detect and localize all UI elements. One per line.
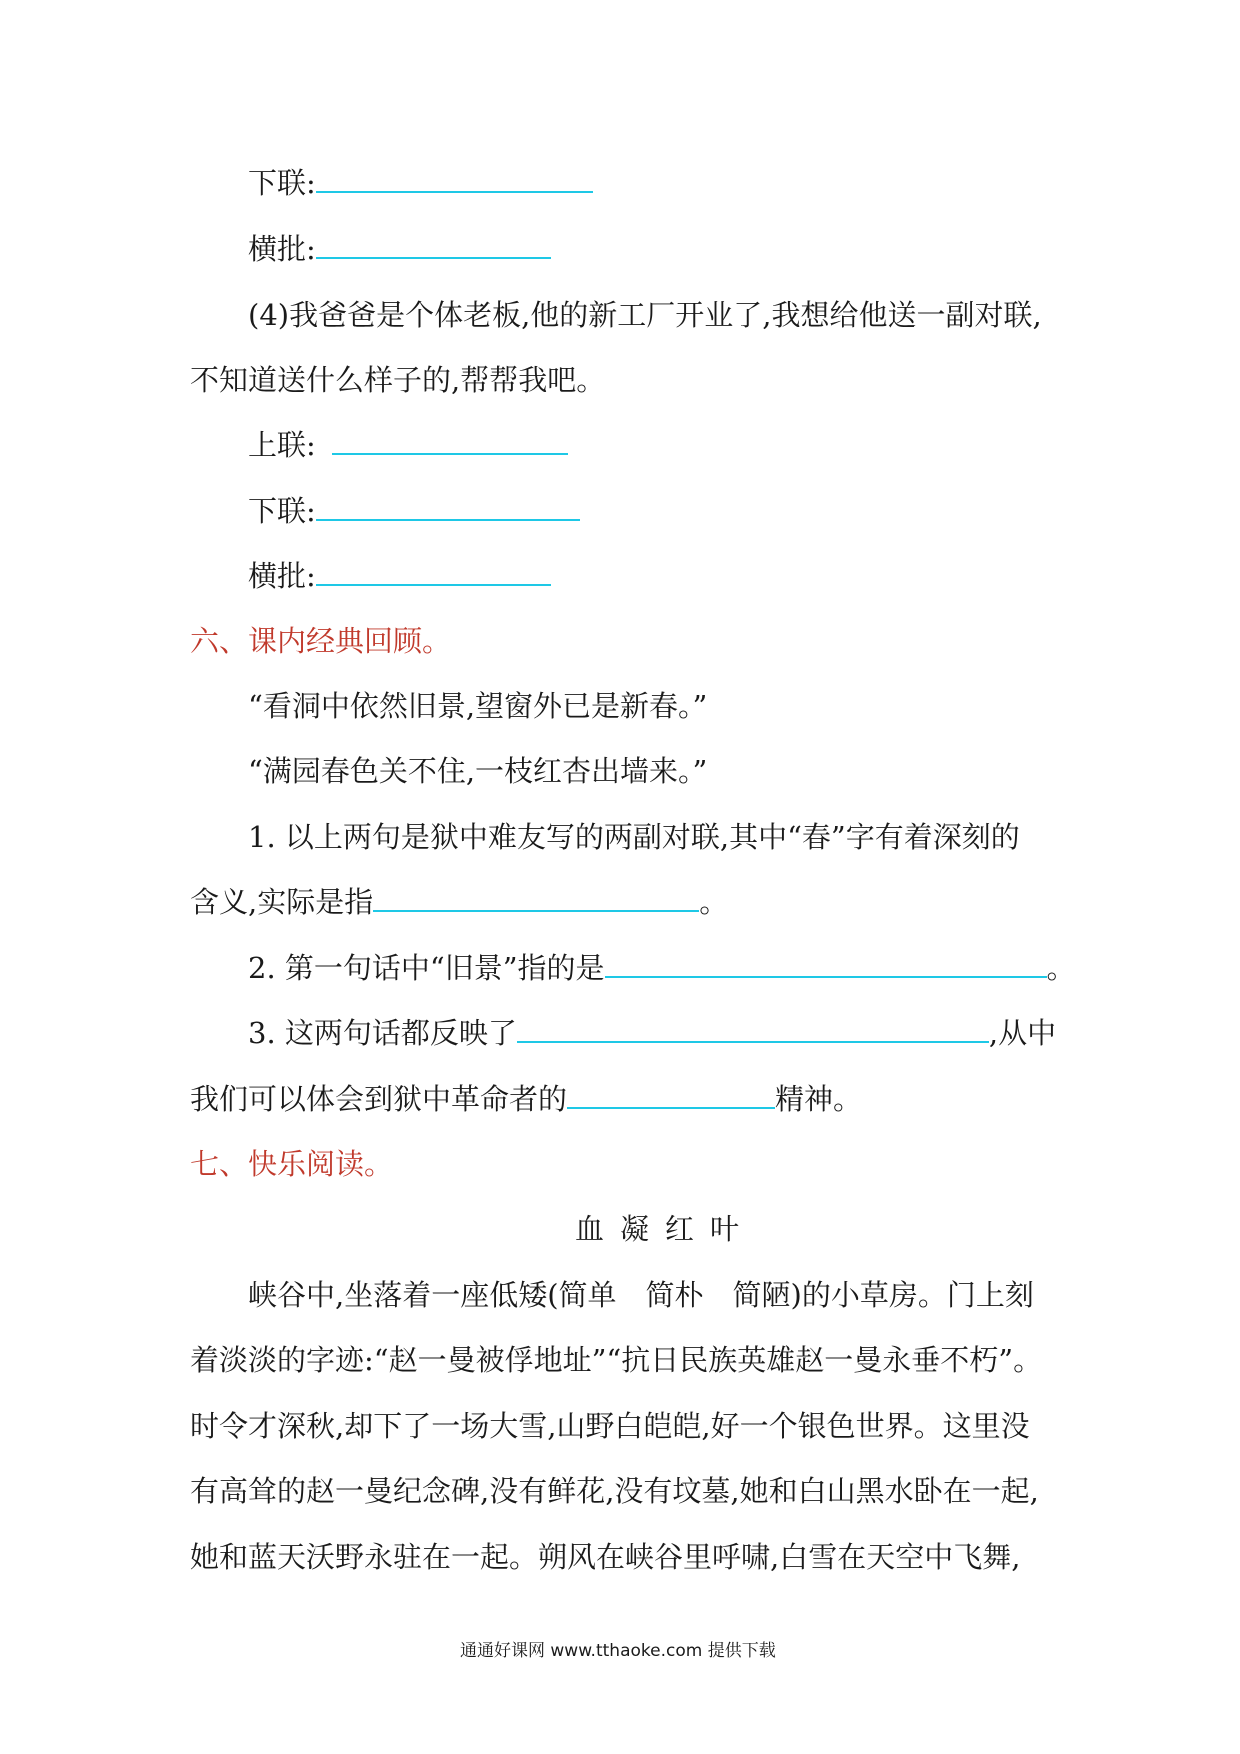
- section7-heading: 七、快乐阅读。: [190, 1147, 394, 1181]
- q3-line2-prefix: 我们可以体会到狱中革命者的: [190, 1082, 568, 1116]
- quote-2: “满园春色关不住,一枝红杏出墙来。”: [248, 754, 708, 788]
- hengpi-row-3: [248, 229, 551, 269]
- answer-blank-q3-b[interactable]: [567, 1083, 775, 1109]
- shanglian-row-4: [248, 425, 568, 465]
- answer-blank-hengpi-4[interactable]: [316, 560, 551, 586]
- q2-prefix: 2. 第一句话中“旧景”指的是: [248, 951, 605, 985]
- answer-blank-q3-a[interactable]: [517, 1017, 989, 1043]
- quote-1: “看洞中依然旧景,望窗外已是新春。”: [248, 689, 708, 723]
- passage-title: 血凝红叶: [575, 1212, 756, 1246]
- answer-blank-q1[interactable]: [373, 886, 699, 912]
- answer-blank-hengpi-3[interactable]: [316, 233, 551, 259]
- q1-suffix: 。: [699, 885, 729, 919]
- section6-heading: 六、课内经典回顾。: [190, 624, 452, 658]
- q1-line-2: [190, 882, 728, 922]
- passage-line-5: 她和蓝天沃野永驻在一起。朔风在峡谷里呼啸,白雪在天空中飞舞,: [190, 1540, 1021, 1574]
- xialian-row-4: [248, 491, 580, 531]
- answer-blank-q2[interactable]: [605, 952, 1047, 978]
- q3-suffix: ,从中: [988, 1016, 1057, 1050]
- q4-line-1: (4)我爸爸是个体老板,他的新工厂开业了,我想给他送一副对联,: [248, 298, 1042, 332]
- shanglian-label: 上联:: [248, 428, 316, 462]
- passage-line-1: 峡谷中,坐落着一座低矮(简单 简朴 简陋)的小草房。门上刻: [248, 1278, 1034, 1312]
- answer-blank-shanglian-4[interactable]: [332, 429, 568, 455]
- answer-blank-xialian-4[interactable]: [316, 495, 580, 521]
- passage-line-4: 有高耸的赵一曼纪念碑,没有鲜花,没有坟墓,她和白山黑水卧在一起,: [190, 1474, 1039, 1508]
- footer-credit: 通通好课网 www.tthaoke.com 提供下载: [460, 1641, 776, 1661]
- q3-prefix: 3. 这两句话都反映了: [248, 1016, 517, 1050]
- q3-line2-suffix: 精神。: [775, 1082, 863, 1116]
- xialian-row-3: [248, 163, 593, 203]
- answer-blank-xialian-3[interactable]: [316, 167, 593, 193]
- q3-line-2: [190, 1079, 862, 1119]
- xialian-label: 下联:: [248, 166, 316, 200]
- hengpi-row-4: [248, 556, 551, 596]
- passage-line-3: 时令才深秋,却下了一场大雪,山野白皑皑,好一个银色世界。这里没: [190, 1409, 1030, 1443]
- hengpi-label: 横批:: [248, 559, 316, 593]
- q2-suffix: 。: [1046, 951, 1076, 985]
- q4-line-2: 不知道送什么样子的,帮帮我吧。: [190, 363, 606, 397]
- q1-line-1: 1. 以上两句是狱中难友写的两副对联,其中“春”字有着深刻的: [248, 820, 1020, 854]
- q3-line-1: [248, 1013, 1056, 1053]
- q2-line: [248, 948, 1076, 988]
- passage-line-2: 着淡淡的字迹:“赵一曼被俘地址”“抗日民族英雄赵一曼永垂不朽”。: [190, 1343, 1043, 1377]
- q1-prefix: 含义,实际是指: [190, 885, 374, 919]
- hengpi-label: 横批:: [248, 232, 316, 266]
- xialian-label: 下联:: [248, 494, 316, 528]
